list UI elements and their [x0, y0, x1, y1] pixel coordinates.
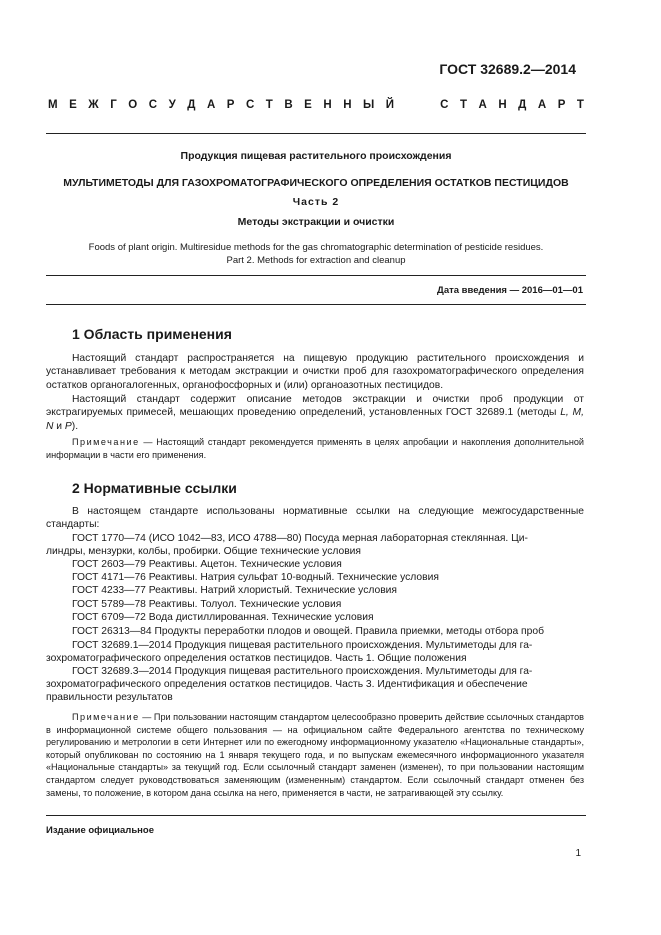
scope-paragraph-2 [46, 393, 584, 433]
banner-letter: Р [226, 99, 235, 111]
banner-letter: Г [110, 99, 117, 111]
banner-letter: С [440, 99, 449, 111]
banner-letter: Н [343, 99, 352, 111]
reference-item: ГОСТ 32689.1—2014 Продукция пищевая растительного происхождения. Мультиметоды для га- [72, 640, 533, 651]
reference-item: ГОСТ 6709—72 Вода дистиллированная. Технические условия [72, 612, 374, 623]
reference-item-continuation: правильности результатов [46, 692, 173, 703]
references-intro: В настоящем стандарте использованы нормативные ссылки на следующие межгосударственные стандарты: [46, 506, 584, 531]
banner-letter: М [48, 99, 58, 111]
banner-letter: Д [518, 99, 527, 111]
banner-letter: Е [69, 99, 77, 111]
note-label: Примечание [72, 437, 140, 447]
footer-divider [46, 815, 586, 816]
reference-item-continuation: линдры, мензурки, колбы, пробирки. Общие технические условия [46, 546, 361, 557]
introduction-date: Дата введения — 2016—01—01 [437, 285, 583, 296]
banner-letter: Т [576, 99, 584, 111]
closing: ). [71, 420, 79, 432]
header-divider [46, 133, 586, 134]
method-letters: L, M, N [46, 407, 585, 432]
banner-letter: Н [498, 99, 507, 111]
banner-letter: Т [265, 99, 273, 111]
english-title-line-2: Part 2. Methods for extraction and cleanup [226, 255, 406, 266]
reference-item: ГОСТ 32689.3—2014 Продукция пищевая растительного происхождения. Мультиметоды для га- [72, 666, 533, 677]
banner-letter: Ж [88, 99, 99, 111]
title-part-name: Методы экстракции и очистки [237, 216, 395, 228]
banner-letter: Д [187, 99, 196, 111]
reference-item: ГОСТ 4171—76 Реактивы. Натрия сульфат 10-водный. Технические условия [72, 572, 439, 583]
reference-item-continuation: зохроматографического определения остатков пестицидов. Часть 1. Общие положения [46, 653, 467, 664]
banner-letter: Ы [363, 99, 375, 111]
banner-letter: О [128, 99, 138, 111]
reference-item: ГОСТ 4233—77 Реактивы. Натрий хлористый. Технические условия [72, 585, 397, 596]
section-1-heading: 1 Область применения [72, 326, 232, 342]
page-number: 1 [575, 848, 581, 859]
title-divider-bottom [46, 304, 586, 305]
banner-letter: В [284, 99, 293, 111]
document-code: ГОСТ 32689.2—2014 [439, 61, 576, 77]
scope-paragraph-2-text: Настоящий стандарт содержит описание методов экстракции и очистки проб продукции от экстрагируемых примесей, мешающих проведению определений, установленных ГОСТ 32689.1 (методы [46, 394, 584, 419]
title-part-number: Часть 2 [292, 196, 340, 208]
scope-paragraph-1: Настоящий стандарт распространяется на пищевую продукцию растительного происхождения и устанавливает требования к методам экстракции и очистки проб для газохроматографического определения остатков органогалогенных, органофосфорных и (или) органоазотных пестицидов. [46, 353, 584, 391]
scope-note [46, 436, 584, 461]
banner-letter: Е [304, 99, 312, 111]
note-text: — Настоящий стандарт рекомендуется применять в целях апробации и накопления дополнительной информации в части его применения. [46, 437, 584, 460]
references-note [46, 711, 584, 799]
banner-letter: У [168, 99, 176, 111]
banner-letter: С [148, 99, 158, 111]
title-divider-top [46, 275, 586, 276]
note-text: — При пользовании настоящим стандартом целесообразно проверить действие ссылочных стандартов в информационной системе общего пользования — на официальном сайте Федерального агентства по техническому регулированию и метрологии в сети Интернет или по ежегодному информационному указателю «Национальные стандарты», который опубликован по состоянию на 1 января текущего года, и по выпускам ежемесячного информационного указателя «Национальные стандарты» за текущий год. Если ссылочный стандарт заменен (изменен), то при пользовании настоящим стандартом следует руководствоваться заменяющим (измененным) стандартом. Если ссылочный стандарт отменен без замены, то положение, в котором дана ссылка на него, применяется в части, не затрагивающей эту ссылку. [46, 712, 584, 798]
banner-letter: Й [385, 99, 395, 111]
conjunction: и [53, 420, 65, 432]
banner-letter: Н [323, 99, 332, 111]
reference-item: ГОСТ 2603—79 Реактивы. Ацетон. Технические условия [72, 559, 342, 570]
interstate-standard-banner [48, 99, 584, 111]
note-label: Примечание [72, 712, 140, 722]
method-letter-p: P [64, 420, 72, 432]
english-title-line-1: Foods of plant origin. Multiresidue methods for the gas chromatographic determination of pesticide residues. [88, 242, 544, 253]
banner-letter: Р [557, 99, 566, 111]
official-edition-label: Издание официальное [46, 825, 154, 836]
title-main: МУЛЬТИМЕТОДЫ ДЛЯ ГАЗОХРОМАТОГРАФИЧЕСКОГО ОПРЕДЕЛЕНИЯ ОСТАТКОВ ПЕСТИЦИДОВ [63, 177, 569, 189]
banner-letter: Т [459, 99, 467, 111]
reference-item: ГОСТ 26313—84 Продукты переработки плодов и овощей. Правила приемки, методы отбора проб [72, 626, 544, 637]
reference-item: ГОСТ 1770—74 (ИСО 1042—83, ИСО 4788—80) Посуда мерная лабораторная стеклянная. Ци- [72, 533, 528, 544]
banner-letter: С [245, 99, 255, 111]
banner-letter: А [206, 99, 216, 111]
banner-letter: А [537, 99, 547, 111]
section-2-heading: 2 Нормативные ссылки [72, 480, 237, 496]
reference-item: ГОСТ 5789—78 Реактивы. Толуол. Технические условия [72, 599, 342, 610]
reference-item-continuation: зохроматографического определения остатков пестицидов. Часть 3. Идентификация и обеспечение [46, 679, 528, 690]
title-subject: Продукция пищевая растительного происхождения [180, 150, 452, 162]
banner-letter: А [478, 99, 487, 111]
